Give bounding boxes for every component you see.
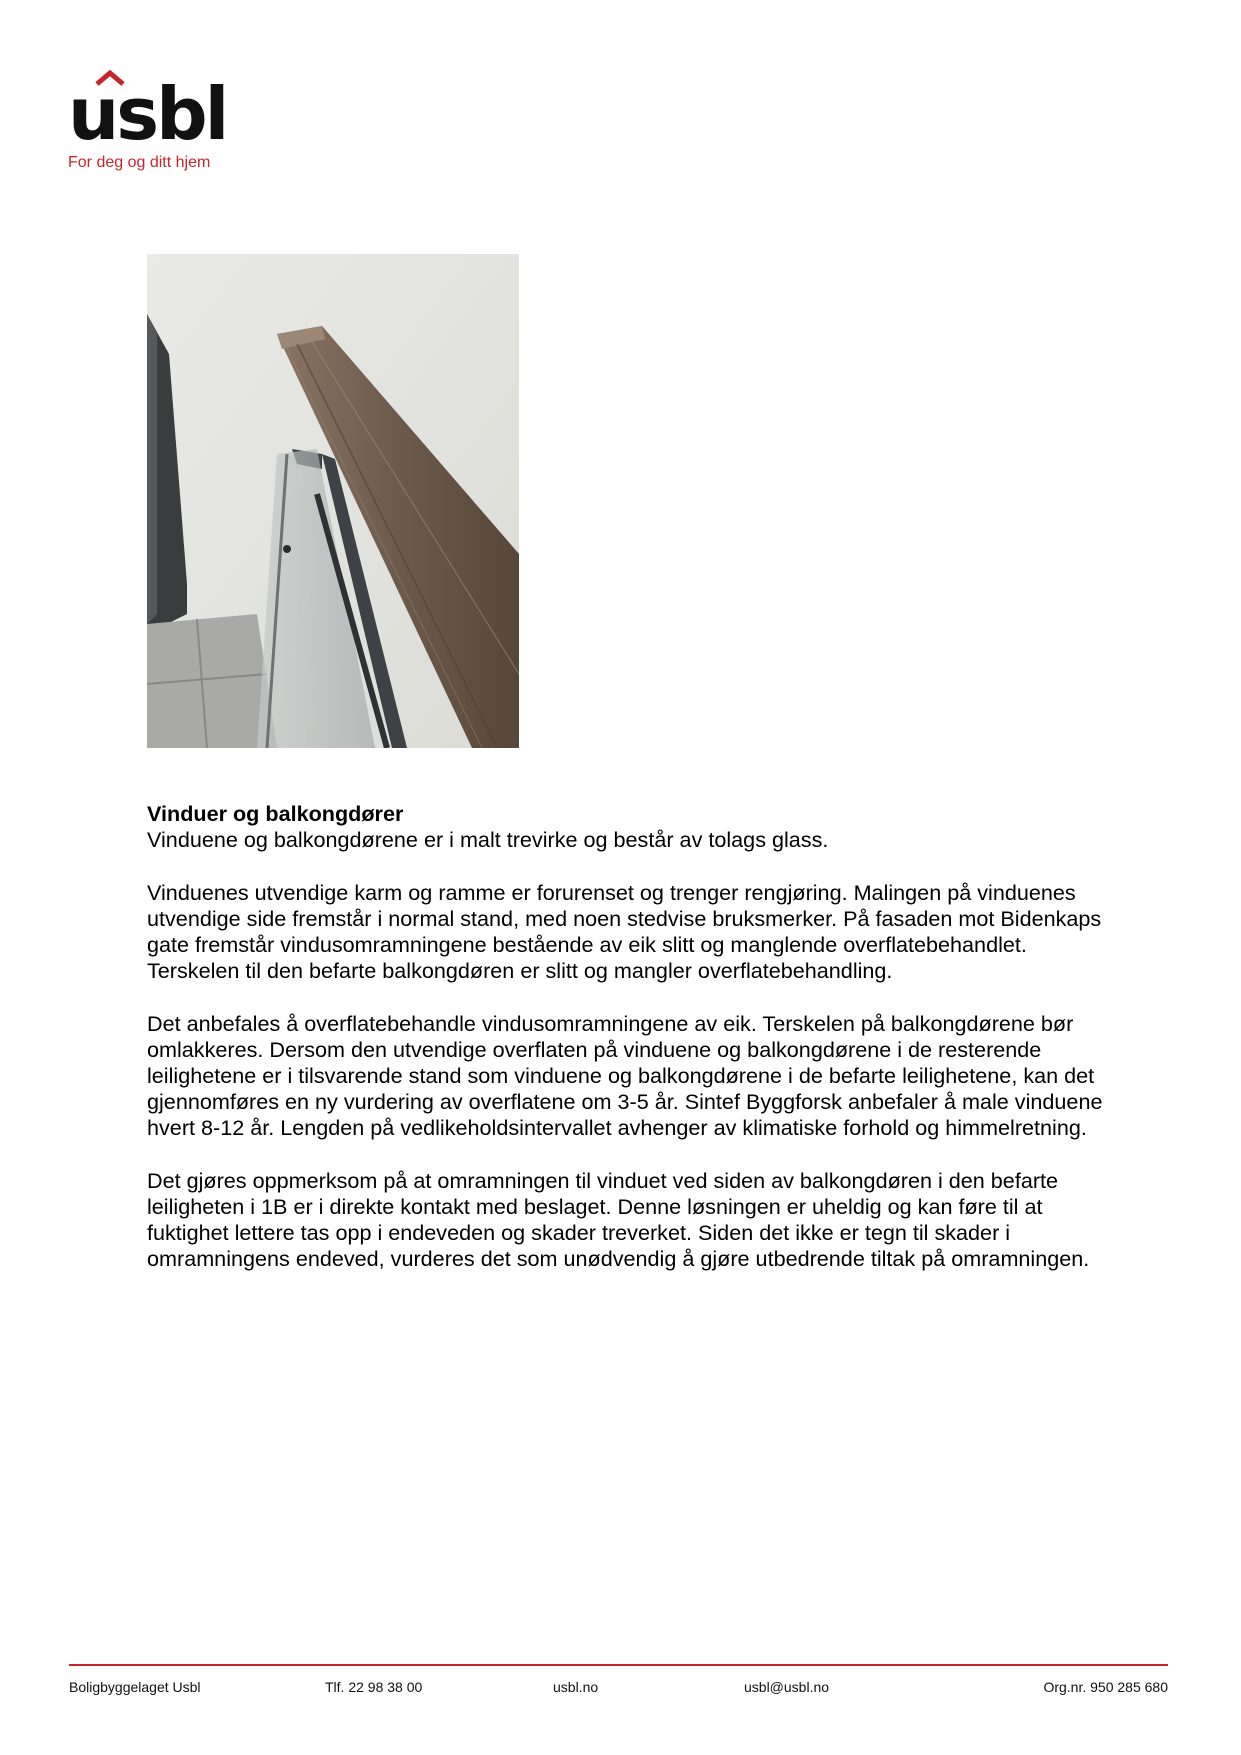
footer-org-number: Org.nr. 950 285 680 bbox=[1043, 1679, 1168, 1695]
paragraph: Vinduene og balkongdørene er i malt trevirke og består av tolags glass. bbox=[147, 827, 829, 853]
logo-wordmark: usbl bbox=[68, 72, 227, 156]
balcony-railing-photo bbox=[147, 254, 519, 748]
footer-divider bbox=[69, 1664, 1168, 1666]
footer-website[interactable]: usbl.no bbox=[553, 1679, 599, 1695]
footer-company: Boligbyggelaget Usbl bbox=[69, 1679, 201, 1695]
footer-email[interactable]: usbl@usbl.no bbox=[744, 1679, 830, 1695]
footer-phone: Tlf. 22 98 38 00 bbox=[325, 1679, 423, 1695]
paragraph: Det anbefales å overflatebehandle vindusomramningene av eik. Terskelen på balkongdørene bør omlakkeres. Dersom den utvendige overflaten på vinduene og balkongdørene i de resterende leilighetene er i tilsvarende stand som vinduene og balkongdørene i de befarte leilighetene, kan det gjennomføres en ny vurdering av overflatene om 3-5 år. Sintef Byggforsk anbefaler å male vinduene hvert 8-12 år. Lengden på vedlikeholdsintervallet avhenger av klimatiske forhold og himmelretning. bbox=[147, 1010, 1103, 1141]
page-footer bbox=[69, 1679, 1168, 1699]
usbl-logo bbox=[68, 70, 238, 180]
document-body bbox=[147, 801, 1107, 1299]
paragraph: Det gjøres oppmerksom på at omramningen til vinduet ved siden av balkongdøren i den befarte leiligheten i 1B er i direkte kontakt med beslaget. Denne løsningen er uheldig og kan føre til at fuktighet lettere tas opp i endeveden og skader treverket. Siden det ikke er tegn til skader i omramningens endeved, vurderes det som unødvendig å gjøre utbedrende tiltak på omramningen. bbox=[147, 1167, 1090, 1272]
logo-tagline: For deg og ditt hjem bbox=[68, 154, 211, 171]
section-heading: Vinduer og balkongdører bbox=[147, 801, 404, 826]
paragraph: Vinduenes utvendige karm og ramme er forurenset og trenger rengjøring. Malingen på vinduenes utvendige side fremstår i normal stand, med noen stedvise bruksmerker. På fasaden mot Bidenkaps gate fremstår vindusomramningene bestående av eik slitt og manglende overflatebehandlet. Terskelen til den befarte balkongdøren er slitt og mangler overflatebehandling. bbox=[147, 879, 1102, 984]
